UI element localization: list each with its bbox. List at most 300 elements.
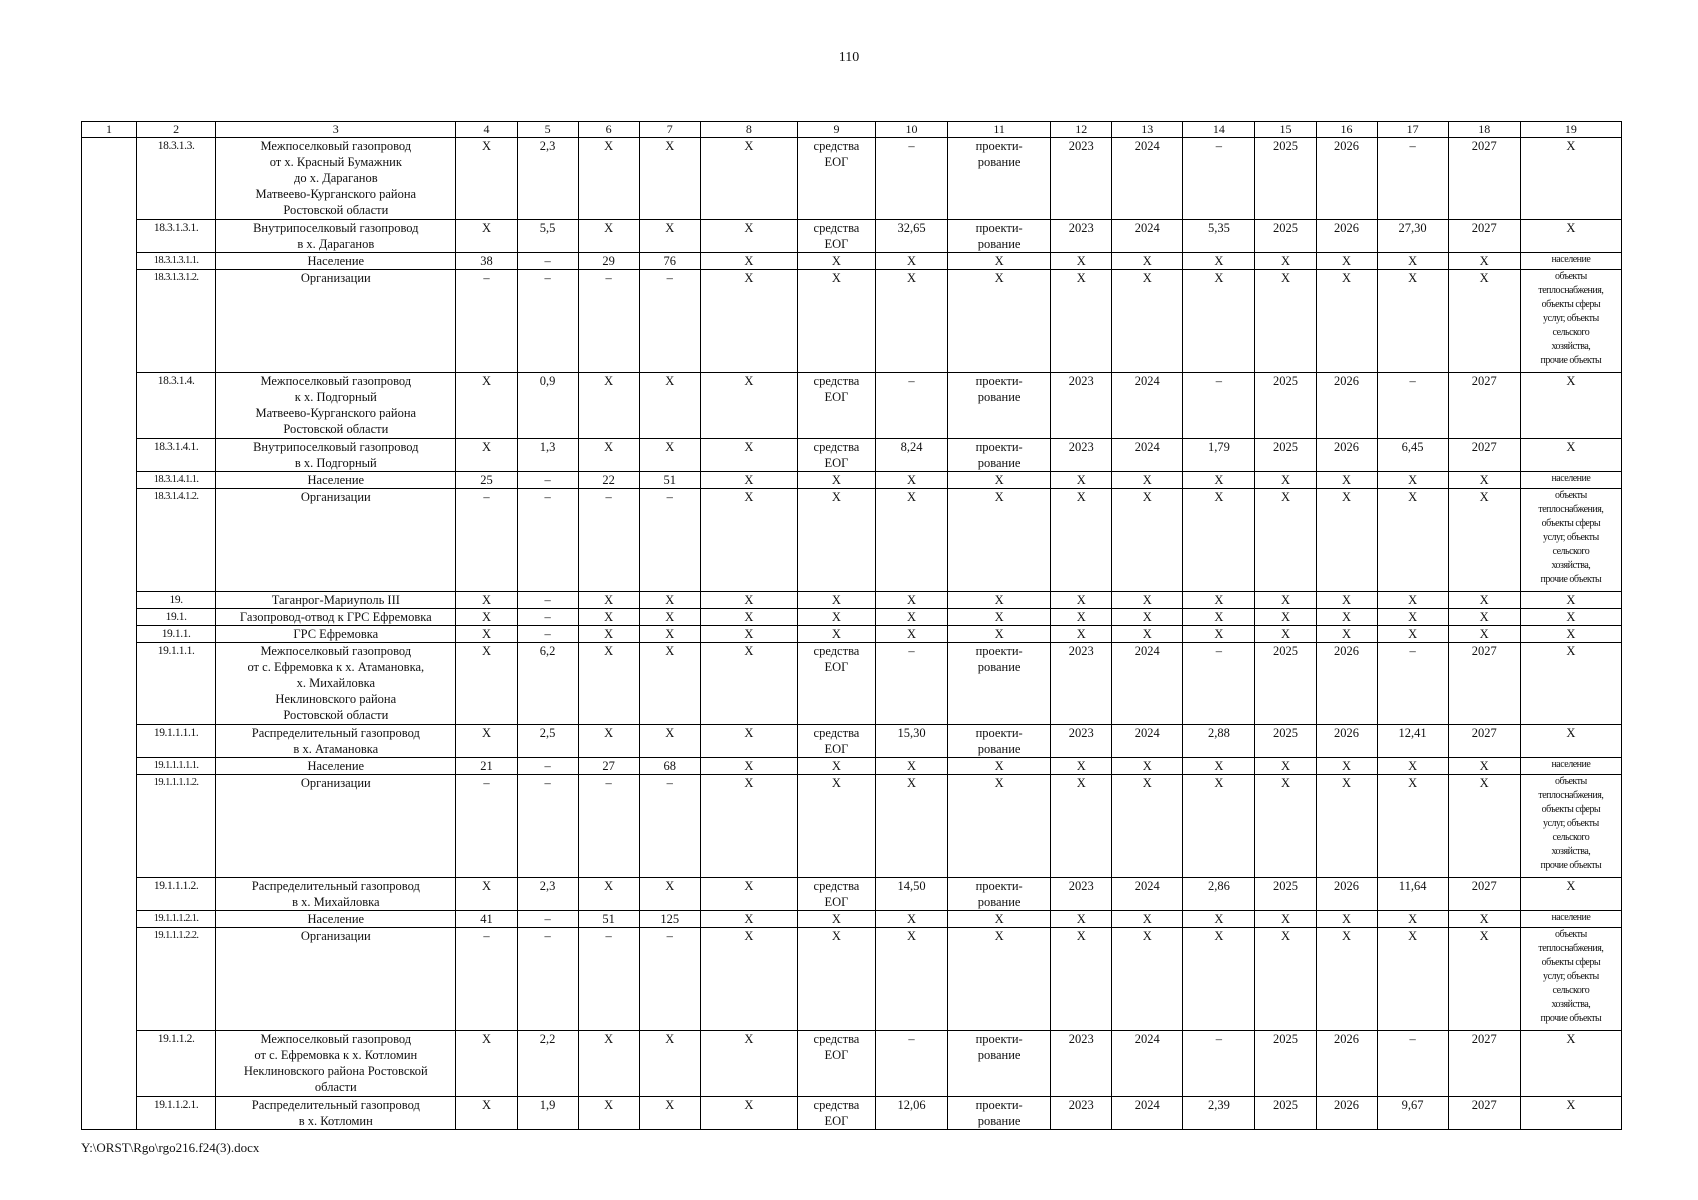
cell-c15: 2025	[1255, 1031, 1316, 1097]
cell-c12: Х	[1051, 758, 1112, 775]
cell-line: рование	[977, 1048, 1021, 1062]
cell-c14: 2,88	[1183, 725, 1255, 758]
cell-c8: Х	[700, 626, 797, 643]
cell-c9	[797, 725, 875, 758]
cell-line: население	[1551, 759, 1591, 770]
cell-line: рование	[977, 155, 1021, 169]
cell-c7: Х	[639, 643, 700, 725]
cell-c7: Х	[639, 138, 700, 220]
cell-c10: Х	[875, 489, 947, 592]
cell-c11	[948, 472, 1051, 489]
cell-line: проекти-	[975, 374, 1023, 388]
cell-c9	[797, 1031, 875, 1097]
table-row	[82, 626, 1622, 643]
cell-line: теплоснабжения,	[1538, 943, 1604, 954]
cell-line: прочие объекты	[1540, 860, 1602, 871]
column-number-4: 4	[456, 122, 517, 138]
cell-c4: Х	[456, 609, 517, 626]
cell-c8: Х	[700, 1097, 797, 1130]
column-number-1: 1	[82, 122, 137, 138]
table-row	[82, 911, 1622, 928]
cell-c9	[797, 878, 875, 911]
cell-line: сельского	[1552, 546, 1590, 557]
cell-c5: –	[517, 758, 578, 775]
cell-c8: Х	[700, 1031, 797, 1097]
cell-c11	[948, 489, 1051, 592]
cell-line: прочие объекты	[1540, 574, 1602, 585]
cell-c12: Х	[1051, 592, 1112, 609]
column-number-16: 16	[1316, 122, 1377, 138]
cell-c4: Х	[456, 439, 517, 472]
cell-c18: 2027	[1448, 138, 1520, 220]
row-name	[216, 758, 456, 775]
cell-c11	[948, 439, 1051, 472]
row-code: 18.3.1.3.1.	[137, 220, 216, 253]
table-row	[82, 592, 1622, 609]
table-row	[82, 138, 1622, 220]
cell-c5: 2,5	[517, 725, 578, 758]
cell-line: сельского	[1552, 985, 1590, 996]
table-row	[82, 270, 1622, 373]
cell-c8: Х	[700, 270, 797, 373]
row-name	[216, 1031, 456, 1097]
table-row	[82, 758, 1622, 775]
cell-c15: Х	[1255, 626, 1316, 643]
cell-line: Межпоселковый газопровод	[260, 374, 412, 388]
table-row	[82, 878, 1622, 911]
cell-c18: Х	[1448, 928, 1520, 1031]
cell-c11	[948, 253, 1051, 270]
column-number-5: 5	[517, 122, 578, 138]
cell-line: Х	[831, 610, 841, 624]
cell-c16: 2026	[1316, 373, 1377, 439]
cell-c9	[797, 253, 875, 270]
cell-c8: Х	[700, 472, 797, 489]
cell-line: средства	[813, 1098, 860, 1112]
cell-c19	[1520, 220, 1621, 253]
cell-c7: Х	[639, 220, 700, 253]
table-row	[82, 609, 1622, 626]
cell-c19	[1520, 775, 1621, 878]
cell-c5: –	[517, 928, 578, 1031]
cell-line: Х	[994, 929, 1004, 943]
cell-line: рование	[977, 390, 1021, 404]
cell-line: население	[1551, 473, 1591, 484]
cell-line: Х	[831, 490, 841, 504]
cell-line: ГРС Ефремовка	[293, 627, 379, 641]
cell-line: проекти-	[975, 1098, 1023, 1112]
cell-line: к х. Подгорный	[294, 390, 377, 404]
cell-c11	[948, 270, 1051, 373]
cell-c14: –	[1183, 643, 1255, 725]
row-code: 18.3.1.4.1.	[137, 439, 216, 472]
cell-c15: Х	[1255, 928, 1316, 1031]
cell-c7: 76	[639, 253, 700, 270]
cell-line: Х	[831, 776, 841, 790]
cell-c7: –	[639, 775, 700, 878]
cell-c11	[948, 373, 1051, 439]
cell-c13: Х	[1112, 775, 1183, 878]
cell-c16: Х	[1316, 472, 1377, 489]
cell-c6: Х	[578, 725, 639, 758]
cell-c5: –	[517, 609, 578, 626]
cell-c6: –	[578, 270, 639, 373]
cell-c6: Х	[578, 220, 639, 253]
cell-c7: Х	[639, 1031, 700, 1097]
cell-c4: –	[456, 270, 517, 373]
row-code: 19.1.1.1.2.	[137, 878, 216, 911]
cell-c16: 2026	[1316, 1031, 1377, 1097]
cell-c14: Х	[1183, 253, 1255, 270]
cell-line: сельского	[1552, 327, 1590, 338]
row-name	[216, 609, 456, 626]
cell-c11	[948, 758, 1051, 775]
cell-c19	[1520, 725, 1621, 758]
cell-c8: Х	[700, 138, 797, 220]
cell-line: Распределительный газопровод	[251, 1098, 420, 1112]
cell-c12: Х	[1051, 775, 1112, 878]
cell-c10: Х	[875, 592, 947, 609]
column-number-9: 9	[797, 122, 875, 138]
table-row	[82, 220, 1622, 253]
row-code: 18.3.1.3.1.1.	[137, 253, 216, 270]
cell-c9	[797, 489, 875, 592]
cell-c15: Х	[1255, 270, 1316, 373]
cell-c12: Х	[1051, 609, 1112, 626]
cell-line: объекты сферы	[1541, 299, 1601, 310]
cell-c4: 25	[456, 472, 517, 489]
cell-c12: 2023	[1051, 439, 1112, 472]
cell-line: средства	[813, 139, 860, 153]
cell-c4: Х	[456, 373, 517, 439]
cell-c14: Х	[1183, 928, 1255, 1031]
cell-line: проекти-	[975, 221, 1023, 235]
cell-line: прочие объекты	[1540, 1013, 1602, 1024]
cell-c13: Х	[1112, 609, 1183, 626]
cell-line: Х	[1566, 374, 1576, 388]
cell-line: ЕОГ	[824, 155, 849, 169]
cell-line: ЕОГ	[824, 660, 849, 674]
cell-c16: Х	[1316, 609, 1377, 626]
cell-line: Х	[994, 610, 1004, 624]
cell-c9	[797, 439, 875, 472]
cell-line: Внутрипоселковый газопровод	[253, 440, 419, 454]
row-code: 19.1.	[137, 609, 216, 626]
table-row	[82, 373, 1622, 439]
cell-line: Х	[994, 776, 1004, 790]
cell-c9	[797, 472, 875, 489]
cell-c8: Х	[700, 253, 797, 270]
cell-c18: 2027	[1448, 220, 1520, 253]
cell-c18: 2027	[1448, 373, 1520, 439]
cell-line: ЕОГ	[824, 390, 849, 404]
cell-c16: Х	[1316, 270, 1377, 373]
cell-line: Организации	[300, 271, 371, 285]
cell-c10: Х	[875, 253, 947, 270]
row-name	[216, 878, 456, 911]
cell-c11	[948, 911, 1051, 928]
cell-c15: 2025	[1255, 138, 1316, 220]
cell-c5: 2,2	[517, 1031, 578, 1097]
cell-c16: 2026	[1316, 220, 1377, 253]
cell-c5: –	[517, 626, 578, 643]
cell-c14: Х	[1183, 626, 1255, 643]
cell-c6: 22	[578, 472, 639, 489]
cell-c9	[797, 609, 875, 626]
cell-line: Х	[831, 929, 841, 943]
cell-c5: –	[517, 489, 578, 592]
cell-c6: Х	[578, 1097, 639, 1130]
column-number-12: 12	[1051, 122, 1112, 138]
cell-line: Внутрипоселковый газопровод	[253, 221, 419, 235]
cell-line: области	[314, 1080, 357, 1094]
column-number-11: 11	[948, 122, 1051, 138]
cell-line: от с. Ефремовка к х. Котломин	[254, 1048, 418, 1062]
cell-line: Х	[831, 593, 841, 607]
cell-c8: Х	[700, 775, 797, 878]
cell-c14: Х	[1183, 489, 1255, 592]
cell-c5: –	[517, 592, 578, 609]
cell-c11	[948, 609, 1051, 626]
cell-c7: Х	[639, 626, 700, 643]
row-code: 18.3.1.4.1.2.	[137, 489, 216, 592]
cell-c14: 2,86	[1183, 878, 1255, 911]
cell-c14: Х	[1183, 775, 1255, 878]
cell-c9	[797, 138, 875, 220]
cell-line: Межпоселковый газопровод	[260, 1032, 412, 1046]
cell-line: Межпоселковый газопровод	[260, 644, 412, 658]
cell-c6: –	[578, 775, 639, 878]
cell-c18: Х	[1448, 775, 1520, 878]
cell-c19	[1520, 1097, 1621, 1130]
cell-c6: 51	[578, 911, 639, 928]
cell-c19	[1520, 138, 1621, 220]
column-number-19: 19	[1520, 122, 1621, 138]
row-code: 19.1.1.1.2.1.	[137, 911, 216, 928]
row-code: 18.3.1.4.1.1.	[137, 472, 216, 489]
cell-c9	[797, 220, 875, 253]
cell-c18: Х	[1448, 472, 1520, 489]
cell-c19	[1520, 911, 1621, 928]
row-name	[216, 911, 456, 928]
cell-c5: 2,3	[517, 138, 578, 220]
cell-line: услуг, объекты	[1543, 532, 1599, 543]
cell-c9	[797, 1097, 875, 1130]
cell-line: Х	[994, 627, 1004, 641]
cell-c12: Х	[1051, 472, 1112, 489]
cell-c13: Х	[1112, 253, 1183, 270]
cell-c12: Х	[1051, 253, 1112, 270]
column-number-18: 18	[1448, 122, 1520, 138]
cell-line: Х	[831, 254, 841, 268]
cell-line: Организации	[300, 929, 371, 943]
cell-c14: Х	[1183, 270, 1255, 373]
cell-c12: 2023	[1051, 643, 1112, 725]
cell-c7: Х	[639, 609, 700, 626]
cell-line: средства	[813, 644, 860, 658]
cell-c15: Х	[1255, 758, 1316, 775]
cell-c11	[948, 138, 1051, 220]
cell-c4: Х	[456, 878, 517, 911]
cell-c9	[797, 373, 875, 439]
cell-line: Неклиновского района	[275, 692, 397, 706]
cell-line: Х	[1566, 610, 1576, 624]
cell-line: Организации	[300, 490, 371, 504]
cell-c11	[948, 1031, 1051, 1097]
cell-c12: 2023	[1051, 138, 1112, 220]
cell-c9	[797, 643, 875, 725]
cell-c12: Х	[1051, 626, 1112, 643]
cell-c4: Х	[456, 592, 517, 609]
cell-c10: 8,24	[875, 439, 947, 472]
cell-line: хозяйства,	[1551, 341, 1591, 352]
cell-c9	[797, 270, 875, 373]
cell-c14: –	[1183, 1031, 1255, 1097]
cell-line: теплоснабжения,	[1538, 285, 1604, 296]
column-number-2: 2	[137, 122, 216, 138]
cell-c14: Х	[1183, 472, 1255, 489]
cell-line: Таганрог-Мариуполь III	[271, 593, 400, 607]
cell-line: рование	[977, 1114, 1021, 1128]
cell-c8: Х	[700, 373, 797, 439]
cell-c10: Х	[875, 758, 947, 775]
row-code: 19.1.1.1.1.2.	[137, 775, 216, 878]
cell-c16: Х	[1316, 911, 1377, 928]
cell-c16: Х	[1316, 775, 1377, 878]
cell-c12: 2023	[1051, 1097, 1112, 1130]
cell-c18: 2027	[1448, 878, 1520, 911]
cell-line: рование	[977, 660, 1021, 674]
cell-c6: Х	[578, 1031, 639, 1097]
cell-c5: –	[517, 270, 578, 373]
cell-c15: Х	[1255, 472, 1316, 489]
cell-c15: 2025	[1255, 1097, 1316, 1130]
cell-c15: Х	[1255, 253, 1316, 270]
cell-line: проекти-	[975, 726, 1023, 740]
cell-line: Ростовской области	[283, 422, 389, 436]
cell-c16: Х	[1316, 626, 1377, 643]
cell-c13: 2024	[1112, 878, 1183, 911]
cell-line: ЕОГ	[824, 1114, 849, 1128]
cell-c17: 12,41	[1377, 725, 1448, 758]
row-code: 19.1.1.1.1.	[137, 725, 216, 758]
cell-c13: Х	[1112, 928, 1183, 1031]
row-code: 19.1.1.1.1.1.	[137, 758, 216, 775]
row-name	[216, 439, 456, 472]
cell-line: услуг, объекты	[1543, 971, 1599, 982]
cell-line: объекты	[1554, 776, 1587, 787]
cell-c16: Х	[1316, 928, 1377, 1031]
cell-line: объекты сферы	[1541, 518, 1601, 529]
cell-c6: –	[578, 489, 639, 592]
file-path-footer: Y:\ORST\Rgo\rgo216.f24(3).docx	[81, 1140, 260, 1155]
cell-line: проекти-	[975, 644, 1023, 658]
cell-c9	[797, 758, 875, 775]
cell-c11	[948, 220, 1051, 253]
cell-c8: Х	[700, 878, 797, 911]
cell-c15: Х	[1255, 775, 1316, 878]
row-code: 18.3.1.4.	[137, 373, 216, 439]
cell-line: Межпоселковый газопровод	[260, 139, 412, 153]
cell-c17: –	[1377, 643, 1448, 725]
cell-c15: Х	[1255, 592, 1316, 609]
row-name	[216, 253, 456, 270]
cell-line: Распределительный газопровод	[251, 726, 420, 740]
cell-c8: Х	[700, 439, 797, 472]
cell-c17: –	[1377, 373, 1448, 439]
cell-line: объекты	[1554, 490, 1587, 501]
cell-line: средства	[813, 1032, 860, 1046]
row-name	[216, 472, 456, 489]
row-code: 19.1.1.1.	[137, 643, 216, 725]
cell-c17: 9,67	[1377, 1097, 1448, 1130]
column-number-3: 3	[216, 122, 456, 138]
cell-c19	[1520, 472, 1621, 489]
cell-c5: 1,9	[517, 1097, 578, 1130]
cell-line: рование	[977, 237, 1021, 251]
cell-c6: 29	[578, 253, 639, 270]
row-name	[216, 725, 456, 758]
row-name	[216, 220, 456, 253]
row-code: 19.1.1.1.2.2.	[137, 928, 216, 1031]
cell-c8: Х	[700, 911, 797, 928]
cell-c13: 2024	[1112, 1031, 1183, 1097]
cell-line: средства	[813, 440, 860, 454]
cell-line: в х. Михайловка	[292, 895, 380, 909]
column-number-7: 7	[639, 122, 700, 138]
cell-c13: Х	[1112, 472, 1183, 489]
cell-c14: 2,39	[1183, 1097, 1255, 1130]
cell-c18: Х	[1448, 911, 1520, 928]
cell-c4: Х	[456, 1097, 517, 1130]
cell-c8: Х	[700, 643, 797, 725]
cell-c7: Х	[639, 439, 700, 472]
row-name	[216, 928, 456, 1031]
cell-c13: 2024	[1112, 373, 1183, 439]
cell-line: Матвеево-Курганского района	[255, 187, 417, 201]
table-row	[82, 928, 1622, 1031]
row-name	[216, 489, 456, 592]
cell-c13: 2024	[1112, 220, 1183, 253]
cell-line: ЕОГ	[824, 895, 849, 909]
cell-c14: 1,79	[1183, 439, 1255, 472]
cell-line: рование	[977, 742, 1021, 756]
cell-c15: 2025	[1255, 220, 1316, 253]
cell-c12: Х	[1051, 928, 1112, 1031]
cell-c13: Х	[1112, 592, 1183, 609]
cell-line: Х	[1566, 1098, 1576, 1112]
cell-line: Х	[994, 254, 1004, 268]
row-code: 18.3.1.3.	[137, 138, 216, 220]
cell-c11	[948, 725, 1051, 758]
cell-c10: 15,30	[875, 725, 947, 758]
cell-line: ЕОГ	[824, 456, 849, 470]
cell-c13: 2024	[1112, 725, 1183, 758]
cell-c19	[1520, 1031, 1621, 1097]
cell-line: Х	[1566, 593, 1576, 607]
cell-line: средства	[813, 726, 860, 740]
cell-c10: Х	[875, 270, 947, 373]
cell-c15: 2025	[1255, 439, 1316, 472]
cell-line: проекти-	[975, 1032, 1023, 1046]
cell-line: Организации	[300, 776, 371, 790]
cell-line: Х	[831, 627, 841, 641]
cell-c7: 125	[639, 911, 700, 928]
cell-c8: Х	[700, 609, 797, 626]
cell-c15: 2025	[1255, 373, 1316, 439]
cell-c18: 2027	[1448, 1031, 1520, 1097]
cell-c17: Х	[1377, 472, 1448, 489]
